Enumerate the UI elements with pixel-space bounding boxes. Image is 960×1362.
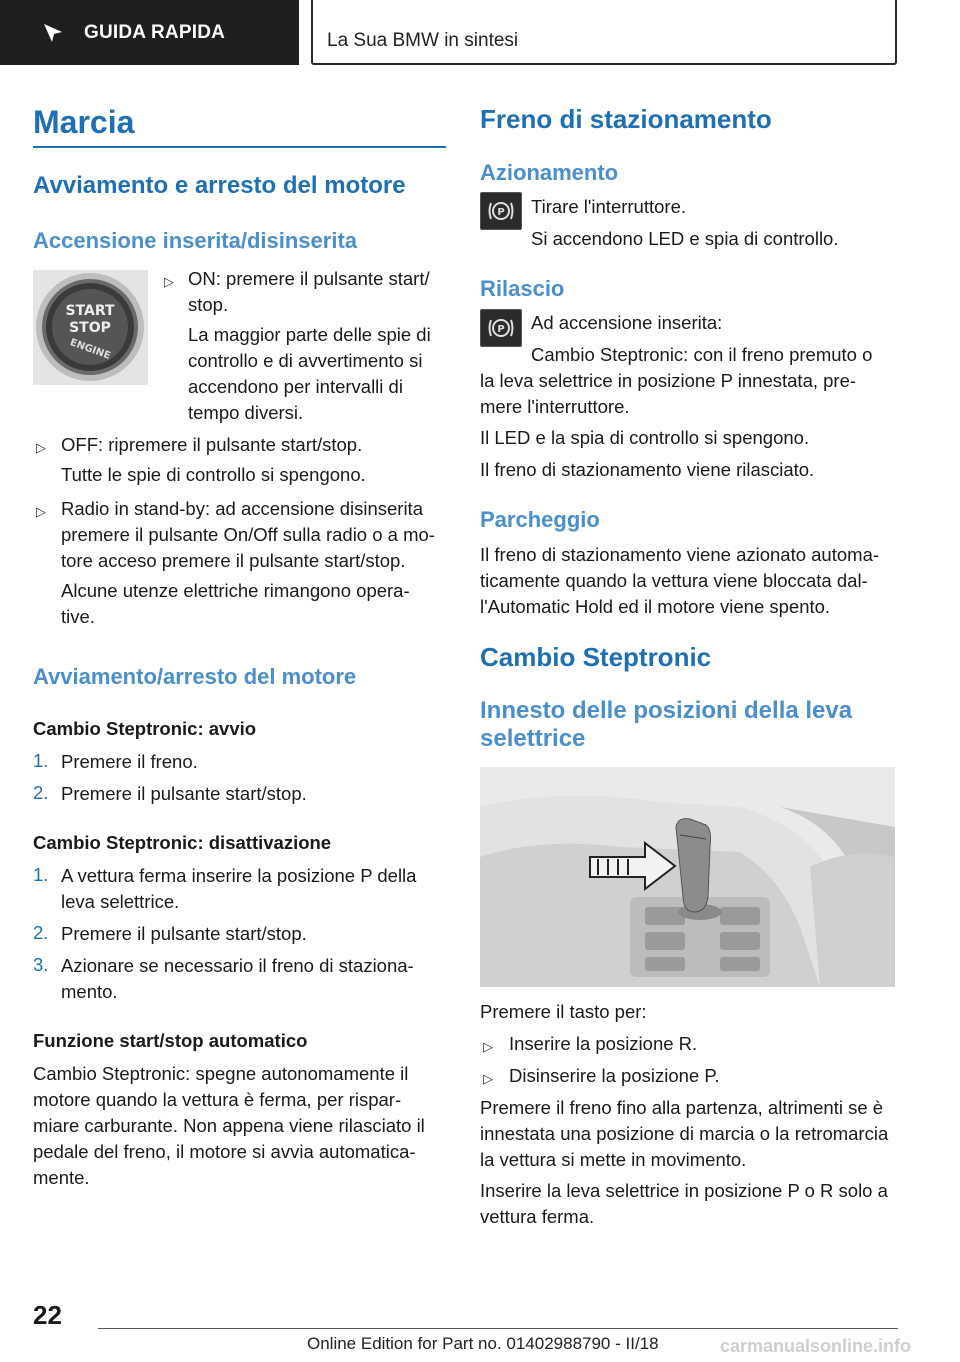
on-line1: ON: premere il pulsante start/ (188, 268, 430, 289)
start-step-1: Premere il freno. (61, 751, 198, 772)
brake-text-2: innestata una posizione di marcia o la retromarcia (480, 1123, 889, 1144)
parking-text-1: Il freno di stazionamento viene azionato automa- (480, 544, 880, 565)
off-step-3b: mento. (61, 981, 118, 1002)
step-number: 2. (33, 782, 49, 803)
release-line-1: Ad accensione inserita: (531, 312, 723, 333)
bullet-triangle: ▷ (36, 504, 46, 519)
header-section-title: La Sua BMW in sintesi (327, 30, 519, 51)
parking-brake-icon (487, 199, 515, 223)
footer-edition: Online Edition for Part no. 01402988790 - II/18 (307, 1334, 659, 1353)
selector-lever-image (480, 767, 895, 987)
step-number: 2. (33, 922, 49, 943)
selector-lever-illustration (480, 767, 895, 987)
bullet-park: Disinserire la posizione P. (509, 1065, 720, 1086)
release-more-1: la leva selettrice in posizione P innestata, pre- (480, 370, 857, 391)
parking-text-2: ticamente quando la vettura viene bloccata dal- (480, 570, 868, 591)
auto-text-3: miare carburante. Non appena viene rilasciato il (33, 1115, 425, 1136)
release-line-2: Cambio Steptronic: con il freno premuto o (531, 344, 873, 365)
off-step-2: Premere il pulsante start/stop. (61, 923, 307, 944)
bullet-triangle: ▷ (483, 1071, 493, 1086)
radio-line-1: Radio in stand-by: ad accensione disinserita (61, 498, 423, 519)
start-stop-icon (33, 270, 148, 385)
on-desc-3: accendono per intervalli di (188, 376, 403, 397)
off-step-1a: A vettura ferma inserire la posizione P della (61, 865, 417, 886)
auto-text-2: motore quando la vettura è ferma, per rispar- (33, 1089, 402, 1110)
parking-brake-icon (487, 316, 515, 340)
on-desc-1: La maggior parte delle spie di (188, 324, 431, 345)
auto-text-5: mente. (33, 1167, 90, 1188)
heading-start-stop: Avviamento e arresto del motore (33, 172, 406, 199)
on-desc-4: tempo diversi. (188, 402, 304, 423)
radio-line-2: premere il pulsante On/Off sulla radio o a mo- (61, 524, 435, 545)
off-desc: Tutte le spie di controllo si spengono. (61, 464, 366, 485)
quick-guide-icon (42, 22, 64, 44)
start-step-2: Premere il pulsante start/stop. (61, 783, 307, 804)
step-number: 3. (33, 954, 49, 975)
footer-rule (98, 1328, 898, 1329)
parking-text-3: l'Automatic Hold ed il motore viene spento. (480, 596, 831, 617)
radio-desc-2: tive. (61, 606, 95, 627)
on-desc-2: controllo e di avvertimento si (188, 350, 423, 371)
heading-selector-1: Innesto delle posizioni della leva (480, 697, 853, 724)
auto-text-1: Cambio Steptronic: spegne autonomamente il (33, 1063, 409, 1084)
press-text: Premere il tasto per: (480, 1001, 647, 1022)
actuation-line-1: Tirare l'interruttore. (531, 196, 687, 217)
heading-release: Rilascio (480, 276, 565, 301)
off-step-1b: leva selettrice. (61, 891, 180, 912)
release-more-2: mere l'interruttore. (480, 396, 630, 417)
step-number: 1. (33, 864, 49, 885)
bullet-triangle: ▷ (483, 1039, 493, 1054)
release-more-3: Il LED e la spia di controllo si spengono. (480, 427, 810, 448)
page-title: Marcia (33, 104, 135, 140)
svg-text:P: P (497, 324, 505, 335)
heading-auto-start-stop: Funzione start/stop automatico (33, 1030, 308, 1051)
stop-label: STOP (69, 320, 111, 336)
brake-text-1: Premere il freno fino alla partenza, altrimenti se è (480, 1097, 884, 1118)
heading-steptronic: Cambio Steptronic (480, 642, 712, 672)
parking-brake-switch-image (480, 192, 522, 230)
heading-actuation: Azionamento (480, 160, 619, 185)
off-line: OFF: ripremere il pulsante start/stop. (61, 434, 363, 455)
heading-ignition: Accensione inserita/disinserita (33, 228, 358, 253)
heading-steptronic-off: Cambio Steptronic: disattivazione (33, 832, 332, 853)
auto-text-4: pedale del freno, il motore si avvia automatica- (33, 1141, 416, 1162)
bullet-triangle: ▷ (36, 440, 46, 455)
bullet-reverse: Inserire la posizione R. (509, 1033, 698, 1054)
final-text-2: vettura ferma. (480, 1206, 595, 1227)
brake-text-3: la vettura si mette in movimento. (480, 1149, 747, 1170)
header-section-box (311, 0, 897, 65)
heading-steptronic-start: Cambio Steptronic: avvio (33, 718, 257, 739)
on-line2: stop. (188, 294, 229, 315)
step-number: 1. (33, 750, 49, 771)
off-step-3a: Azionare se necessario il freno di staziona- (61, 955, 414, 976)
heading-engine: Avviamento/arresto del motore (33, 664, 357, 689)
parking-brake-switch-image (480, 309, 522, 347)
start-stop-button-image (33, 270, 148, 385)
final-text-1: Inserire la leva selettrice in posizione P o R solo a (480, 1180, 888, 1201)
heading-selector-2: selettrice (480, 725, 586, 752)
title-rule (33, 146, 446, 148)
header-tab (0, 0, 299, 65)
engine-label: ENGINE (68, 337, 112, 362)
actuation-line-2: Si accendono LED e spia di controllo. (531, 228, 839, 249)
heading-parking-brake: Freno di stazionamento (480, 104, 772, 134)
radio-desc-1: Alcune utenze elettriche rimangono opera- (61, 580, 410, 601)
header-tab-label: GUIDA RAPIDA (84, 21, 226, 43)
start-label: START (65, 303, 115, 319)
bullet-triangle: ▷ (164, 274, 174, 289)
page-number: 22 (33, 1300, 62, 1330)
heading-parking: Parcheggio (480, 507, 600, 532)
radio-line-3: tore acceso premere il pulsante start/stop. (61, 550, 406, 571)
watermark: carmanualsonline.info (720, 1336, 912, 1356)
release-more-4: Il freno di stazionamento viene rilasciato. (480, 459, 815, 480)
svg-text:P: P (497, 207, 505, 218)
